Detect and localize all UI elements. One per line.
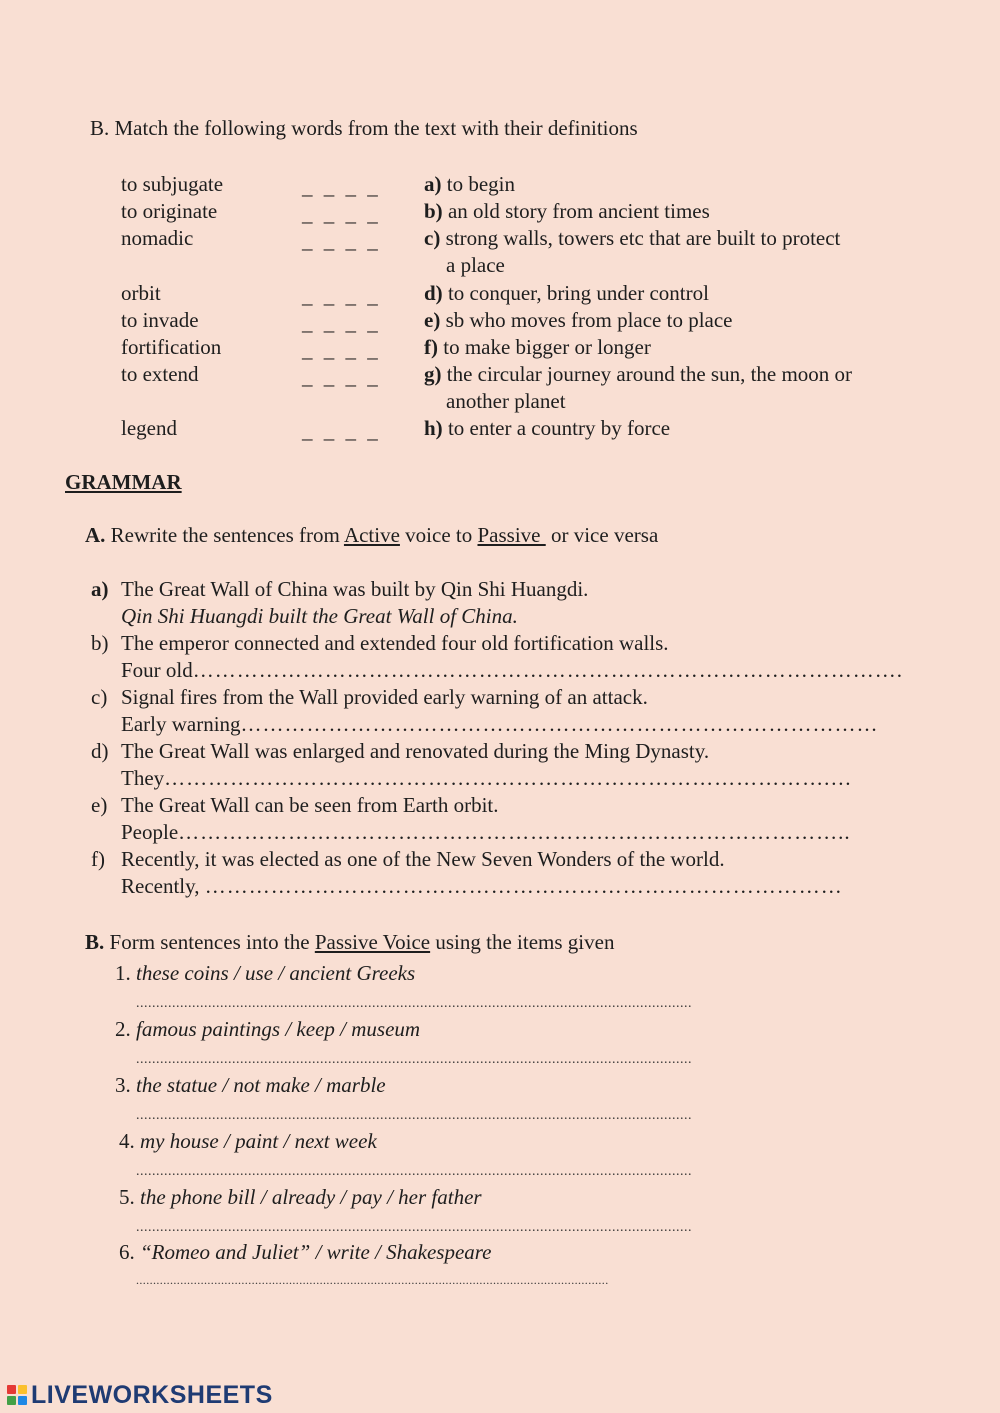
definition-letter: d) bbox=[424, 281, 443, 305]
answer-dots[interactable]: ……………………………………………………………………………………. bbox=[192, 658, 904, 682]
passive-keyword: Passive bbox=[477, 523, 546, 547]
logo-grid-icon bbox=[7, 1385, 27, 1405]
definition-text: to enter a country by force bbox=[447, 416, 671, 440]
definition-item bbox=[424, 361, 852, 388]
definition-text: an old story from ancient times bbox=[447, 199, 710, 223]
vocab-heading: B. Match the following words from the text with their definitions bbox=[90, 116, 638, 140]
active-keyword: Active bbox=[343, 523, 400, 547]
answer-prefix: People bbox=[121, 820, 179, 844]
answer-prefix: Early warning bbox=[121, 712, 241, 736]
definition-item bbox=[424, 280, 709, 307]
instruction-text: using the items given bbox=[435, 930, 615, 954]
answer-dots[interactable]: ........................................................................................................................................... bbox=[136, 1108, 692, 1123]
answer-dots[interactable]: …………………………………………………………………………… bbox=[240, 712, 879, 736]
liveworksheets-logo[interactable] bbox=[7, 1380, 273, 1410]
answer-blank[interactable]: _ _ _ _ bbox=[302, 202, 381, 226]
exercise-letter: e) bbox=[91, 793, 108, 817]
vocab-word: fortification bbox=[121, 335, 222, 359]
passive-prompt: 1. these coins / use / ancient Greeks bbox=[115, 961, 416, 985]
passive-prompt: 3. the statue / not make / marble bbox=[115, 1073, 386, 1097]
answer-dots[interactable]: ……………………………………………………………………………….… bbox=[164, 766, 853, 790]
answer-dots[interactable]: ........................................................................................................................................... bbox=[136, 996, 692, 1011]
definition-item bbox=[424, 171, 515, 198]
exercise-letter: d) bbox=[91, 739, 109, 763]
answer-dots[interactable]: ........................................................................................................................................... bbox=[136, 1220, 692, 1235]
instruction-text: or vice versa bbox=[550, 523, 659, 547]
exercise-sentence: The Great Wall was enlarged and renovated during the Ming Dynasty. bbox=[121, 739, 710, 763]
exercise-letter: b) bbox=[91, 631, 109, 655]
definition-text: to begin bbox=[446, 172, 515, 196]
answer-line[interactable] bbox=[121, 873, 843, 900]
exercise-sentence: The Great Wall can be seen from Earth orbit. bbox=[121, 793, 499, 817]
definition-text: to conquer, bring under control bbox=[447, 281, 709, 305]
answer-blank[interactable]: _ _ _ _ bbox=[302, 419, 381, 443]
instruction-text: Rewrite the sentences from bbox=[110, 523, 340, 547]
section-label: B. bbox=[85, 930, 105, 954]
definition-letter: e) bbox=[424, 308, 441, 332]
definition-letter: g) bbox=[424, 362, 442, 386]
definition-letter: h) bbox=[424, 416, 443, 440]
exercise-letter: a) bbox=[91, 577, 109, 601]
definition-item bbox=[424, 307, 733, 334]
passive-voice-keyword: Passive Voice bbox=[314, 930, 431, 954]
passive-prompt: 5. the phone bill / already / pay / her father bbox=[119, 1185, 482, 1209]
answer-blank[interactable]: _ _ _ _ bbox=[302, 229, 381, 253]
answer-dots[interactable]: ……………………………………………………………………………….. bbox=[178, 820, 851, 844]
definition-text: to make bigger or longer bbox=[443, 335, 651, 359]
vocab-word: nomadic bbox=[121, 226, 194, 250]
definition-letter: c) bbox=[424, 226, 441, 250]
vocab-word: to invade bbox=[121, 308, 199, 332]
exercise-sentence: The Great Wall of China was built by Qin Shi Huangdi. bbox=[121, 577, 589, 601]
exercise-sentence: The emperor connected and extended four old fortification walls. bbox=[121, 631, 669, 655]
answer-blank[interactable]: _ _ _ _ bbox=[302, 284, 381, 308]
definition-item bbox=[424, 198, 710, 225]
answer-dots[interactable]: …………………………………………………………………………… bbox=[204, 874, 843, 898]
answer-blank[interactable]: _ _ _ _ bbox=[302, 338, 381, 362]
vocab-word: to extend bbox=[121, 362, 199, 386]
logo-text: LIVEWORKSHEETS bbox=[31, 1380, 273, 1409]
example-answer: Qin Shi Huangdi built the Great Wall of China. bbox=[121, 604, 518, 628]
passive-prompt: 4. my house / paint / next week bbox=[119, 1129, 377, 1153]
definition-item bbox=[424, 415, 670, 442]
answer-blank[interactable]: _ _ _ _ bbox=[302, 365, 381, 389]
instruction-text: voice to bbox=[405, 523, 473, 547]
answer-line[interactable] bbox=[121, 657, 903, 684]
answer-line[interactable] bbox=[121, 711, 879, 738]
answer-prefix: Recently, bbox=[121, 874, 205, 898]
answer-prefix: Four old bbox=[121, 658, 193, 682]
passive-prompt: 6. “Romeo and Juliet” / write / Shakespeare bbox=[119, 1240, 492, 1264]
section-label: A. bbox=[85, 523, 106, 547]
grammar-a-instruction bbox=[85, 522, 658, 549]
answer-line[interactable] bbox=[121, 819, 851, 846]
definition-text: the circular journey around the sun, the moon or bbox=[446, 362, 853, 386]
definition-continuation: another planet bbox=[446, 389, 566, 413]
grammar-title: GRAMMAR bbox=[65, 470, 182, 494]
answer-dots[interactable]: ........................................................................................................................................... bbox=[136, 1052, 692, 1067]
definition-letter: a) bbox=[424, 172, 442, 196]
answer-blank[interactable]: _ _ _ _ bbox=[302, 175, 381, 199]
instruction-text: Form sentences into the bbox=[109, 930, 310, 954]
vocab-word: to subjugate bbox=[121, 172, 224, 196]
exercise-letter: c) bbox=[91, 685, 108, 709]
definition-continuation: a place bbox=[446, 253, 505, 277]
answer-dots[interactable]: ........................................................................................................................................... bbox=[136, 1164, 692, 1179]
answer-prefix: They bbox=[121, 766, 165, 790]
vocab-word: legend bbox=[121, 416, 177, 440]
definition-letter: f) bbox=[424, 335, 438, 359]
definition-letter: b) bbox=[424, 199, 443, 223]
definition-text: strong walls, towers etc that are built to protect bbox=[445, 226, 841, 250]
exercise-sentence: Recently, it was elected as one of the New Seven Wonders of the world. bbox=[121, 847, 725, 871]
definition-item bbox=[424, 334, 651, 361]
passive-prompt: 2. famous paintings / keep / museum bbox=[115, 1017, 421, 1041]
answer-line[interactable] bbox=[121, 765, 852, 792]
answer-dots[interactable]: ........................................................................................................................................... bbox=[136, 1273, 609, 1287]
vocab-word: orbit bbox=[121, 281, 161, 305]
definition-item bbox=[424, 225, 840, 252]
grammar-b-instruction bbox=[85, 929, 614, 956]
answer-blank[interactable]: _ _ _ _ bbox=[302, 311, 381, 335]
vocab-word: to originate bbox=[121, 199, 218, 223]
exercise-sentence: Signal fires from the Wall provided early warning of an attack. bbox=[121, 685, 648, 709]
definition-text: sb who moves from place to place bbox=[445, 308, 733, 332]
exercise-letter: f) bbox=[91, 847, 105, 871]
